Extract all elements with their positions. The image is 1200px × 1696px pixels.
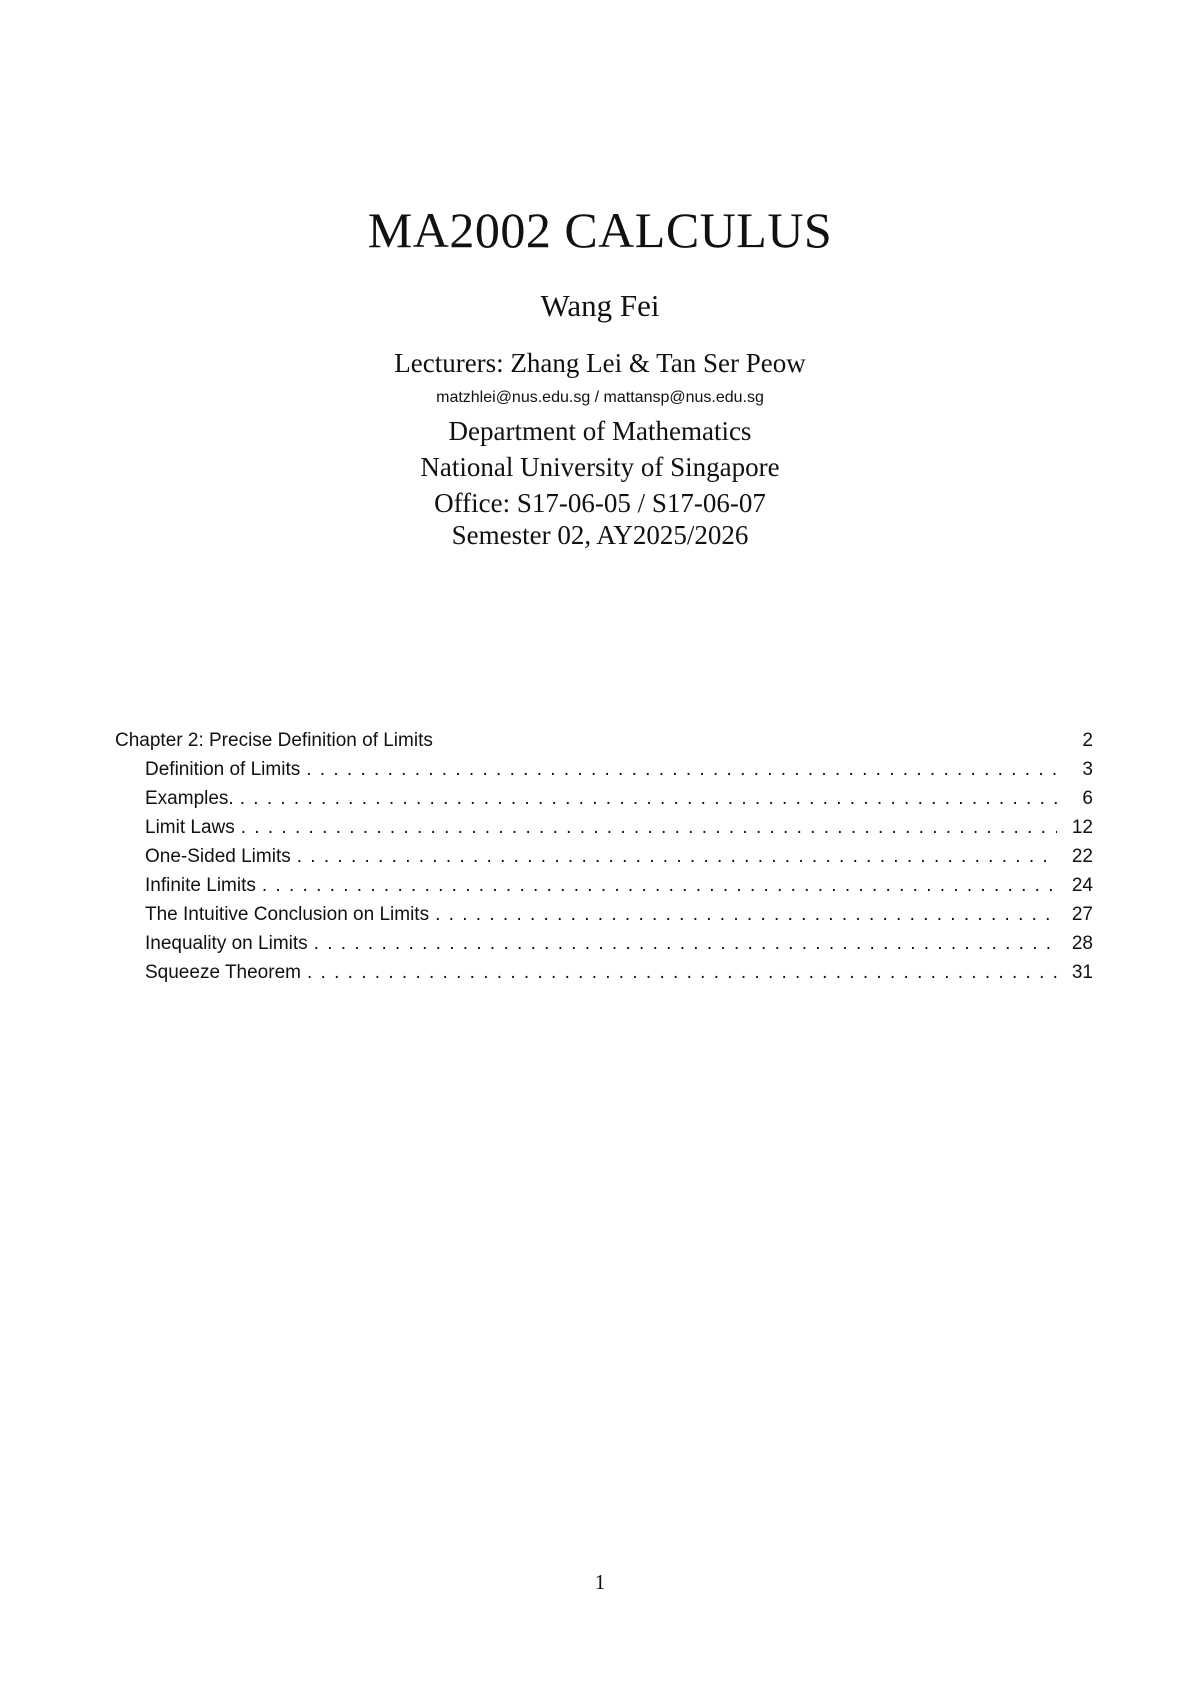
toc-entry[interactable] xyxy=(115,958,1093,987)
toc-chapter[interactable] xyxy=(115,726,1093,755)
office-location: Office: S17-06-05 / S17-06-07 xyxy=(434,488,766,518)
toc-entry-page: 24 xyxy=(1071,875,1093,896)
toc-entry[interactable] xyxy=(115,755,1093,784)
toc-leader-dots xyxy=(306,755,1057,784)
toc-leader-dots xyxy=(240,784,1057,813)
toc-entry-title: Infinite Limits xyxy=(145,875,256,896)
toc-entry-list xyxy=(115,755,1093,987)
toc-entry-title: The Intuitive Conclusion on Limits xyxy=(145,904,430,925)
toc-entry-title: Limit Laws xyxy=(145,817,235,838)
university: National University of Singapore xyxy=(420,452,780,482)
toc-chapter-page: 2 xyxy=(1082,730,1093,751)
toc-leader-dots xyxy=(435,900,1057,929)
toc-entry-title: Inequality on Limits xyxy=(145,933,308,954)
semester: Semester 02, AY2025/2026 xyxy=(451,520,749,550)
toc-entry[interactable] xyxy=(115,842,1093,871)
lecturers-line: Lecturers: Zhang Lei & Tan Ser Peow xyxy=(394,348,806,378)
department: Department of Mathematics xyxy=(448,416,752,446)
toc-entry[interactable] xyxy=(115,900,1093,929)
title-block xyxy=(0,200,1200,552)
toc-entry-title: Squeeze Theorem xyxy=(145,962,301,983)
toc-chapter-title: Chapter 2: Precise Definition of Limits xyxy=(115,730,433,751)
toc-leader-dots xyxy=(297,842,1057,871)
page-number: 1 xyxy=(594,1570,606,1594)
toc-entry-title: Definition of Limits xyxy=(145,759,301,780)
toc-entry-page: 31 xyxy=(1071,962,1093,983)
toc-leader-dots xyxy=(307,958,1057,987)
toc-entry-page: 12 xyxy=(1071,817,1093,838)
toc-leader-dots xyxy=(314,929,1057,958)
toc-entry[interactable] xyxy=(115,929,1093,958)
toc-leader-dots xyxy=(241,813,1057,842)
toc-entry-title: Examples. xyxy=(145,788,234,809)
toc-entry[interactable] xyxy=(115,871,1093,900)
toc-entry-title: One-Sided Limits xyxy=(145,846,291,867)
toc-entry-page: 28 xyxy=(1071,933,1093,954)
toc-entry-page: 3 xyxy=(1082,759,1093,780)
document-title: MA2002 CALCULUS xyxy=(367,202,833,258)
lecturer-emails: matzhlei@nus.edu.sg / mattansp@nus.edu.sg xyxy=(436,389,764,406)
toc-entry[interactable] xyxy=(115,813,1093,842)
toc-leader-dots xyxy=(262,871,1057,900)
toc-entry[interactable] xyxy=(115,784,1093,813)
author-name: Wang Fei xyxy=(540,288,660,323)
toc-entry-page: 6 xyxy=(1082,788,1093,809)
toc-entry-page: 27 xyxy=(1071,904,1093,925)
table-of-contents xyxy=(115,726,1093,987)
toc-entry-page: 22 xyxy=(1071,846,1093,867)
